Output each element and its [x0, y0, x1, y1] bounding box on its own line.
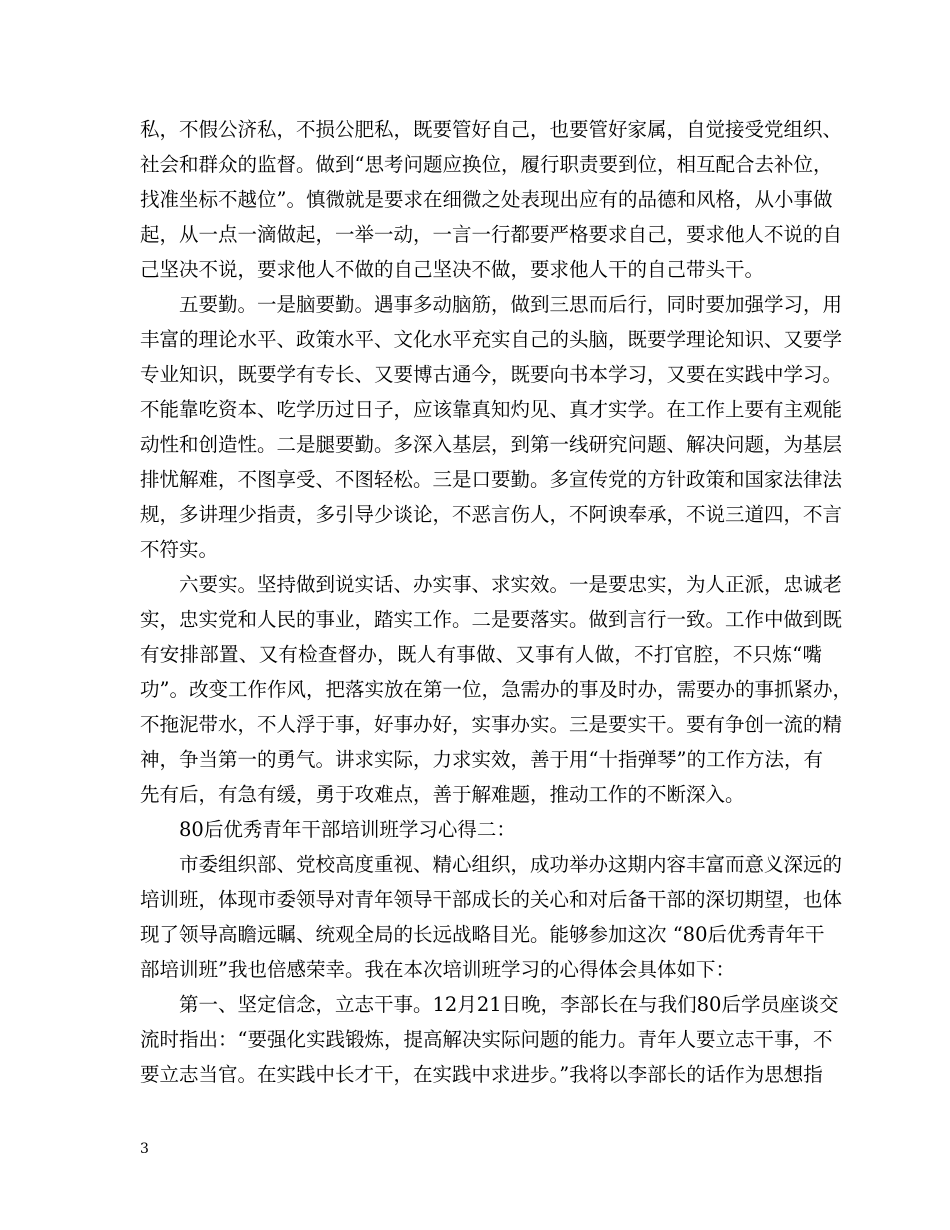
text-line: 社会和群众的监督。做到“思考问题应换位，履行职责要到位，相互配合去补位， [140, 153, 833, 176]
text-line: 实，忠实党和人民的事业，踏实工作。二是要落实。做到言行一致。工作中做到既 [140, 608, 843, 631]
text-line: 先有后，有急有缓，勇于攻难点，善于解难题，推动工作的不断深入。 [140, 783, 745, 806]
text-line: 不符实。 [140, 538, 219, 561]
text-line: 规，多讲理少指责，多引导少谈论，不恶言伤人，不阿谀奉承，不说三道四，不言 [140, 503, 843, 526]
text-line: 起，从一点一滴做起，一举一动，一言一行都要严格要求自己，要求他人不说的自 [140, 223, 843, 246]
text-line: 私，不假公济私，不损公肥私，既要管好自己，也要管好家属，自觉接受党组织、 [140, 118, 843, 141]
text-line: 功”。改变工作作风，把落实放在第一位，急需办的事及时办，需要办的事抓紧办， [140, 678, 852, 701]
text-line: 找准坐标不越位”。慎微就是要求在细微之处表现出应有的品德和风格，从小事做 [140, 188, 833, 211]
text-line: 五要勤。一是脑要勤。遇事多动脑筋，做到三思而后行，同时要加强学习，用 [179, 293, 843, 316]
text-line: 部培训班”我也倍感荣幸。我在本次培训班学习的心得体会具体如下： [140, 958, 735, 981]
text-line: 不拖泥带水，不人浮于事，好事办好，实事办实。三是要实干。要有争创一流的精 [140, 713, 843, 736]
text-line: 不能靠吃资本、吃学历过日子，应该靠真知灼见、真才实学。在工作上要有主观能 [140, 398, 843, 421]
body-text [140, 112, 852, 1092]
text-line: 现了领导高瞻远瞩、统观全局的长远战略目光。能够参加这次 “80后优秀青年干 [140, 923, 825, 946]
text-line: 要立志当官。在实践中长才干，在实践中求进步。”我将以李部长的话作为思想指 [140, 1063, 823, 1086]
text-line: 排忧解难，不图享受、不图轻松。三是口要勤。多宣传党的方针政策和国家法律法 [140, 468, 843, 491]
text-line: 有安排部置、又有检查督办，既人有事做、又事有人做，不打官腔，不只炼“嘴 [140, 643, 822, 666]
text-line: 丰富的理论水平、政策水平、文化水平充实自己的头脑，既要学理论知识、又要学 [140, 328, 843, 351]
text-line: 80后优秀青年干部培训班学习心得二： [179, 818, 516, 841]
text-line: 专业知识，既要学有专长、又要博古通今，既要向书本学习，又要在实践中学习。 [140, 363, 843, 386]
text-line: 流时指出：“要强化实践锻炼，提高解决实际问题的能力。青年人要立志干事，不 [140, 1028, 833, 1051]
text-line: 市委组织部、党校高度重视、精心组织，成功举办这期内容丰富而意义深远的 [179, 853, 843, 876]
text-line: 第一、坚定信念，立志干事。12月21日晚，李部长在与我们80后学员座谈交 [179, 993, 839, 1016]
text-line: 神，争当第一的勇气。讲求实际，力求实效，善于用“十指弹琴”的工作方法，有 [140, 748, 823, 771]
page-number: 3 [140, 1141, 149, 1157]
text-line: 己坚决不说，要求他人不做的自己坚决不做，要求他人干的自己带头干。 [140, 258, 765, 281]
text-line: 六要实。坚持做到说实话、办实事、求实效。一是要忠实，为人正派，忠诚老 [179, 573, 843, 596]
text-line: 培训班，体现市委领导对青年领导干部成长的关心和对后备干部的深切期望，也体 [140, 888, 843, 911]
text-line: 动性和创造性。二是腿要勤。多深入基层，到第一线研究问题、解决问题，为基层 [140, 433, 843, 456]
